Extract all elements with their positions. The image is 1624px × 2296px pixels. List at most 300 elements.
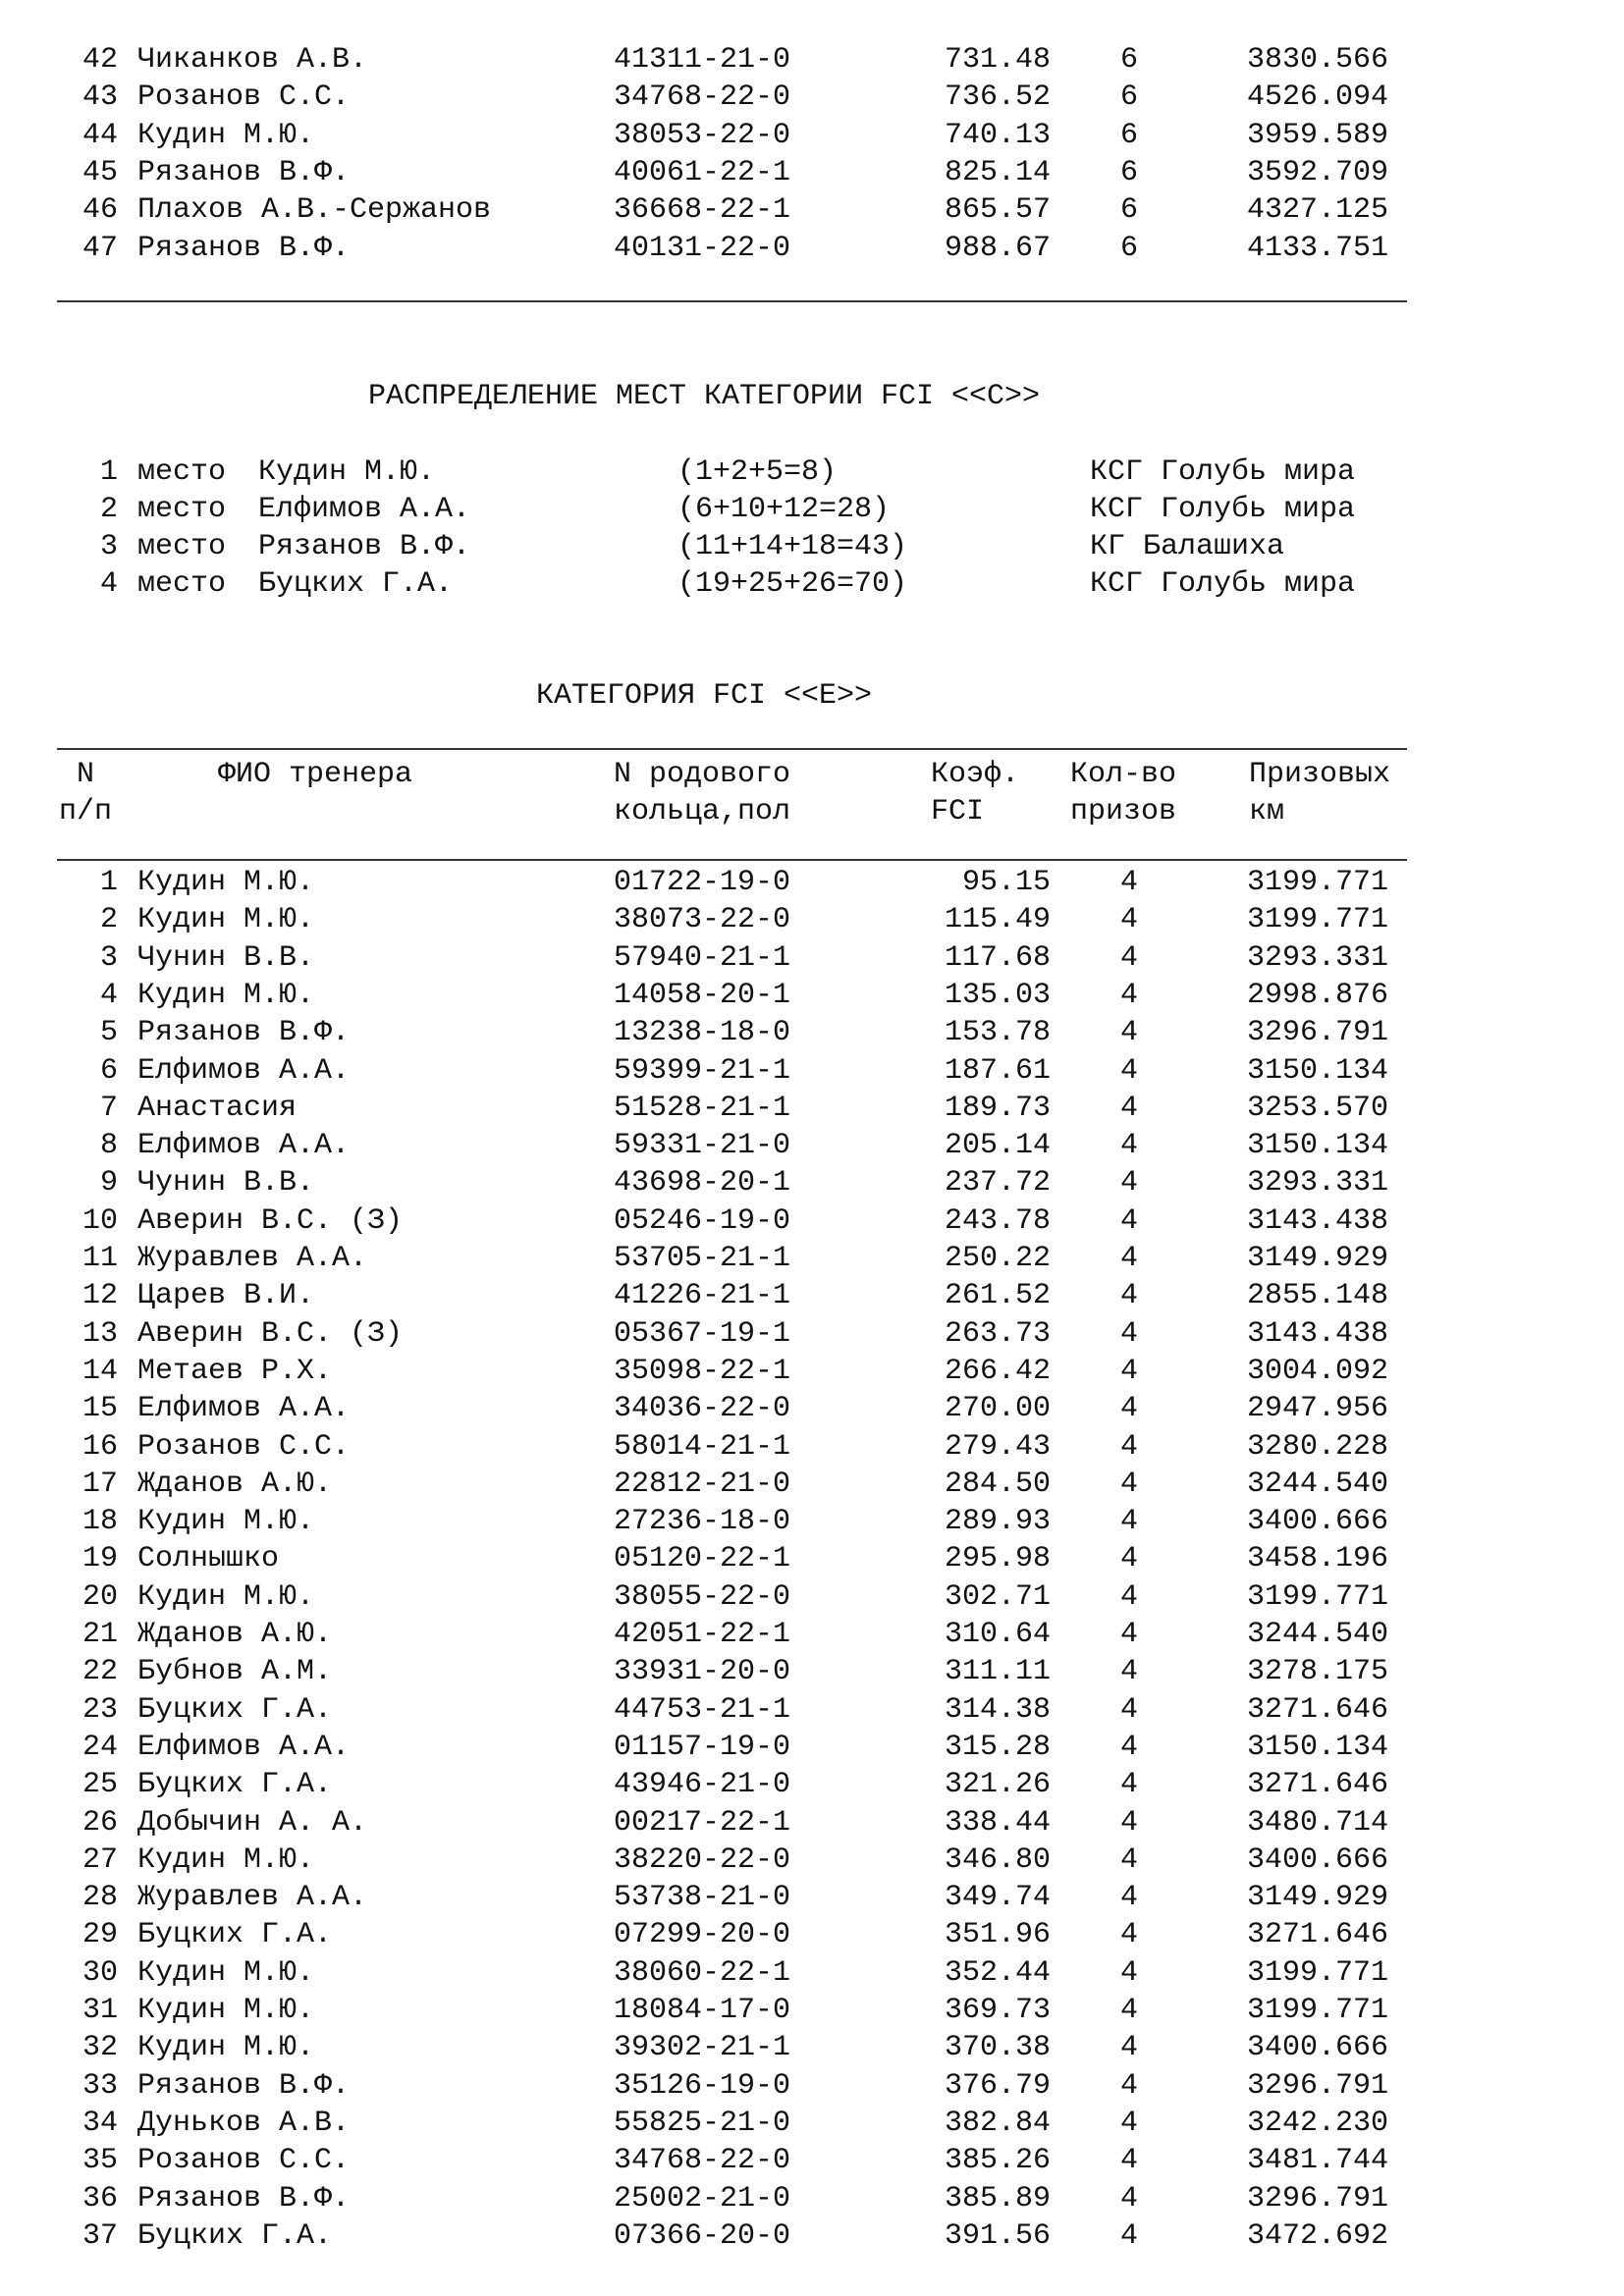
fci-coefficient: 250.22 xyxy=(944,1242,1051,1275)
trainer-name: Розанов С.С. xyxy=(137,80,351,115)
trainer-name: Аверин В.С. (З) xyxy=(137,1203,404,1238)
row-number: 13 xyxy=(81,1316,118,1351)
place-sum: (11+14+18=43) xyxy=(677,530,908,563)
row-number: 16 xyxy=(81,1429,118,1464)
row-number: 23 xyxy=(81,1692,118,1727)
trainer-name: Кудин М.Ю. xyxy=(137,866,315,899)
prize-count: 4 xyxy=(1119,1016,1138,1050)
prize-count: 6 xyxy=(1119,118,1138,152)
prize-km: 3296.791 xyxy=(1247,2068,1389,2103)
prize-km: 3400.666 xyxy=(1247,1505,1389,1539)
table-row xyxy=(0,2105,1408,2142)
prize-count: 4 xyxy=(1119,1279,1138,1313)
trainer-name: Чиканков А.В. xyxy=(137,43,368,77)
header-prizes-2: призов xyxy=(1070,795,1177,828)
table-row xyxy=(0,939,1408,977)
prize-count: 4 xyxy=(1119,1542,1138,1576)
prize-km: 3149.929 xyxy=(1247,1881,1389,1915)
fci-coefficient: 736.52 xyxy=(944,80,1051,115)
table-row xyxy=(0,79,1408,116)
ring-number: 58014-21-1 xyxy=(614,1429,791,1464)
trainer-name: Буцких Г.А. xyxy=(137,1692,333,1727)
ring-number: 51528-21-1 xyxy=(614,1091,791,1125)
prize-km: 3149.929 xyxy=(1247,1242,1389,1275)
trainer-name: Елфимов А.А. xyxy=(137,1129,351,1163)
row-number: 11 xyxy=(81,1242,118,1275)
table-row xyxy=(0,2180,1408,2217)
ring-number: 14058-20-1 xyxy=(614,978,791,1012)
prize-count: 4 xyxy=(1119,1053,1138,1088)
trainer-name: Метаев Р.Х. xyxy=(137,1354,333,1388)
ring-number: 55825-21-0 xyxy=(614,2106,791,2140)
row-number: 24 xyxy=(81,1730,118,1764)
prize-count: 4 xyxy=(1119,1918,1138,1952)
ring-number: 01157-19-0 xyxy=(614,1730,791,1764)
prize-count: 4 xyxy=(1119,1242,1138,1275)
row-number: 47 xyxy=(81,231,118,265)
prize-km: 3271.646 xyxy=(1247,1692,1389,1727)
trainer-name: Буцких Г.А. xyxy=(137,2218,333,2253)
row-number: 21 xyxy=(81,1618,118,1651)
table-row xyxy=(0,41,1408,79)
prize-count: 4 xyxy=(1119,1768,1138,1802)
trainer-name: Буцких Г.А. xyxy=(137,1918,333,1952)
prize-km: 2998.876 xyxy=(1247,978,1389,1012)
trainer-name: Журавлев А.А. xyxy=(137,1881,368,1915)
prize-count: 6 xyxy=(1119,43,1138,77)
row-number: 3 xyxy=(99,940,118,975)
trainer-name: Розанов С.С. xyxy=(137,1429,351,1464)
place-sum: (19+25+26=70) xyxy=(677,567,908,601)
prize-count: 4 xyxy=(1119,1392,1138,1426)
ring-number: 07366-20-0 xyxy=(614,2218,791,2253)
ring-number: 38060-22-1 xyxy=(614,1955,791,1990)
prize-count: 4 xyxy=(1119,2068,1138,2103)
header-prizes: Кол-во xyxy=(1070,758,1177,791)
fci-coefficient: 153.78 xyxy=(944,1016,1051,1050)
ring-number: 05367-19-1 xyxy=(614,1316,791,1351)
fci-coefficient: 351.96 xyxy=(944,1918,1051,1952)
ring-number: 13238-18-0 xyxy=(614,1016,791,1050)
ring-number: 34768-22-0 xyxy=(614,2144,791,2178)
trainer-name: Кудин М.Ю. xyxy=(258,455,436,489)
row-number: 26 xyxy=(81,1805,118,1840)
row-number: 6 xyxy=(99,1053,118,1088)
prize-count: 6 xyxy=(1119,155,1138,189)
trainer-name: Рязанов В.Ф. xyxy=(137,2181,351,2216)
row-number: 1 xyxy=(99,866,118,899)
prize-count: 4 xyxy=(1119,1166,1138,1201)
place-word: место xyxy=(137,567,227,601)
prize-km: 3253.570 xyxy=(1247,1091,1389,1125)
header-n-2: п/п xyxy=(59,795,113,828)
ring-number: 40061-22-1 xyxy=(614,155,791,189)
prize-count: 4 xyxy=(1119,1692,1138,1727)
row-number: 14 xyxy=(81,1354,118,1388)
ring-number: 38053-22-0 xyxy=(614,118,791,152)
prize-km: 3199.771 xyxy=(1247,866,1389,899)
row-number: 17 xyxy=(81,1467,118,1501)
fci-coefficient: 237.72 xyxy=(944,1166,1051,1201)
club-name: КГ Балашиха xyxy=(1090,530,1285,563)
ring-number: 25002-21-0 xyxy=(614,2181,791,2216)
header-trainer: ФИО тренера xyxy=(218,758,413,791)
row-number: 8 xyxy=(99,1129,118,1163)
trainer-name: Анастасия xyxy=(137,1091,298,1125)
ring-number: 57940-21-1 xyxy=(614,940,791,975)
row-number: 4 xyxy=(99,978,118,1012)
fci-coefficient: 95.15 xyxy=(961,866,1051,899)
fci-coefficient: 270.00 xyxy=(944,1392,1051,1426)
place-word: место xyxy=(137,530,227,563)
fci-coefficient: 295.98 xyxy=(944,1542,1051,1576)
trainer-name: Рязанов В.Ф. xyxy=(258,530,471,563)
prize-km: 2855.148 xyxy=(1247,1279,1389,1313)
place-sum: (6+10+12=28) xyxy=(677,493,891,526)
trainer-name: Елфимов А.А. xyxy=(258,493,471,526)
prize-count: 4 xyxy=(1119,2144,1138,2178)
table-row xyxy=(0,1164,1408,1201)
table-row xyxy=(0,2142,1408,2179)
row-number: 5 xyxy=(99,1016,118,1050)
row-number: 7 xyxy=(99,1091,118,1125)
prize-count: 4 xyxy=(1119,1730,1138,1764)
table-row xyxy=(0,1842,1408,1879)
fci-coefficient: 315.28 xyxy=(944,1730,1051,1764)
ring-number: 41226-21-1 xyxy=(614,1279,791,1313)
prize-count: 4 xyxy=(1119,2181,1138,2216)
table-row xyxy=(0,2029,1408,2066)
row-number: 30 xyxy=(81,1955,118,1990)
table-row xyxy=(0,1315,1408,1353)
prize-km: 3271.646 xyxy=(1247,1768,1389,1802)
fci-coefficient: 349.74 xyxy=(944,1881,1051,1915)
fci-coefficient: 284.50 xyxy=(944,1467,1051,1501)
trainer-name: Рязанов В.Ф. xyxy=(137,155,351,189)
prize-km: 3150.134 xyxy=(1247,1730,1389,1764)
prize-km: 3959.589 xyxy=(1247,118,1389,152)
trainer-name: Буцких Г.А. xyxy=(137,1768,333,1802)
row-number: 19 xyxy=(81,1542,118,1576)
fci-coefficient: 731.48 xyxy=(944,43,1051,77)
prize-count: 4 xyxy=(1119,1429,1138,1464)
table-row xyxy=(0,1090,1408,1127)
row-number: 33 xyxy=(81,2068,118,2103)
trainer-name: Кудин М.Ю. xyxy=(137,1955,315,1990)
table-row xyxy=(0,1804,1408,1842)
prize-km: 4526.094 xyxy=(1247,80,1389,115)
ring-number: 01722-19-0 xyxy=(614,866,791,899)
prize-km: 4133.751 xyxy=(1247,231,1389,265)
place-word: место xyxy=(137,493,227,526)
ring-number: 33931-20-0 xyxy=(614,1655,791,1689)
prize-km: 3199.771 xyxy=(1247,903,1389,937)
table-row xyxy=(0,1390,1408,1427)
header-coef-2: FCI xyxy=(931,795,985,828)
row-number: 27 xyxy=(81,1842,118,1877)
row-number: 9 xyxy=(99,1166,118,1201)
prize-km: 3293.331 xyxy=(1247,940,1389,975)
prize-km: 3458.196 xyxy=(1247,1542,1389,1576)
fci-coefficient: 135.03 xyxy=(944,978,1051,1012)
ring-number: 18084-17-0 xyxy=(614,1994,791,2027)
prize-count: 4 xyxy=(1119,1129,1138,1163)
place-number: 3 xyxy=(99,530,118,563)
header-ring: N родового xyxy=(614,758,791,791)
header-ring-2: кольца,пол xyxy=(614,795,791,828)
fci-coefficient: 289.93 xyxy=(944,1505,1051,1539)
prize-count: 4 xyxy=(1119,1618,1138,1651)
prize-km: 3244.540 xyxy=(1247,1618,1389,1651)
trainer-name: Бубнов А.М. xyxy=(137,1655,333,1689)
placement-row xyxy=(0,565,1408,603)
table-row xyxy=(0,1578,1408,1616)
ring-number: 35126-19-0 xyxy=(614,2068,791,2103)
ring-number: 59331-21-0 xyxy=(614,1129,791,1163)
trainer-name: Плахов А.В.-Сержанов xyxy=(137,193,492,228)
prize-count: 4 xyxy=(1119,1579,1138,1614)
trainer-name: Чунин В.В. xyxy=(137,940,315,975)
prize-count: 4 xyxy=(1119,2106,1138,2140)
ring-number: 22812-21-0 xyxy=(614,1467,791,1501)
ring-number: 43698-20-1 xyxy=(614,1166,791,1201)
trainer-name: Рязанов В.Ф. xyxy=(137,1016,351,1050)
fci-coefficient: 385.26 xyxy=(944,2144,1051,2178)
club-name: КСГ Голубь мира xyxy=(1090,455,1356,489)
fci-coefficient: 189.73 xyxy=(944,1091,1051,1125)
row-number: 46 xyxy=(81,193,118,228)
prize-km: 3400.666 xyxy=(1247,1842,1389,1877)
table-row xyxy=(0,1879,1408,1916)
ring-number: 34036-22-0 xyxy=(614,1392,791,1426)
table-row xyxy=(0,1616,1408,1653)
ring-number: 40131-22-0 xyxy=(614,231,791,265)
prize-km: 3271.646 xyxy=(1247,1918,1389,1952)
row-number: 42 xyxy=(81,43,118,77)
row-number: 2 xyxy=(99,903,118,937)
trainer-name: Журавлев А.А. xyxy=(137,1242,368,1275)
fci-coefficient: 117.68 xyxy=(944,940,1051,975)
ring-number: 53738-21-0 xyxy=(614,1881,791,1915)
club-name: КСГ Голубь мира xyxy=(1090,493,1356,526)
ring-number: 39302-21-1 xyxy=(614,2031,791,2065)
prize-km: 3199.771 xyxy=(1247,1955,1389,1990)
fci-coefficient: 369.73 xyxy=(944,1994,1051,2027)
table-row xyxy=(0,1240,1408,1277)
fci-coefficient: 352.44 xyxy=(944,1955,1051,1990)
prize-count: 4 xyxy=(1119,1203,1138,1238)
ring-number: 43946-21-0 xyxy=(614,1768,791,1802)
table-row xyxy=(0,1127,1408,1164)
prize-count: 4 xyxy=(1119,1955,1138,1990)
prize-count: 4 xyxy=(1119,978,1138,1012)
trainer-name: Дуньков А.В. xyxy=(137,2106,351,2140)
table-row xyxy=(0,1916,1408,1953)
prize-km: 3400.666 xyxy=(1247,2031,1389,2065)
prize-count: 4 xyxy=(1119,1805,1138,1840)
fci-coefficient: 825.14 xyxy=(944,155,1051,189)
ring-number: 53705-21-1 xyxy=(614,1242,791,1275)
prize-km: 3143.438 xyxy=(1247,1203,1389,1238)
prize-km: 3242.230 xyxy=(1247,2106,1389,2140)
row-number: 45 xyxy=(81,155,118,189)
fci-coefficient: 279.43 xyxy=(944,1429,1051,1464)
trainer-name: Рязанов В.Ф. xyxy=(137,2068,351,2103)
trainer-name: Добычин А. А. xyxy=(137,1805,368,1840)
place-word: место xyxy=(137,455,227,489)
trainer-name: Царев В.И. xyxy=(137,1279,315,1313)
place-sum: (1+2+5=8) xyxy=(677,455,838,489)
prize-km: 3296.791 xyxy=(1247,2181,1389,2216)
prize-km: 3150.134 xyxy=(1247,1053,1389,1088)
fci-coefficient: 988.67 xyxy=(944,231,1051,265)
trainer-name: Кудин М.Ю. xyxy=(137,118,315,152)
trainer-name: Кудин М.Ю. xyxy=(137,1505,315,1539)
prize-km: 3280.228 xyxy=(1247,1429,1389,1464)
prize-count: 6 xyxy=(1119,193,1138,228)
ring-number: 41311-21-0 xyxy=(614,43,791,77)
fci-coefficient: 115.49 xyxy=(944,903,1051,937)
prize-km: 3199.771 xyxy=(1247,1994,1389,2027)
trainer-name: Елфимов А.А. xyxy=(137,1053,351,1088)
table-row xyxy=(0,1954,1408,1992)
fci-coefficient: 243.78 xyxy=(944,1203,1051,1238)
table-row xyxy=(0,191,1408,229)
row-number: 20 xyxy=(81,1579,118,1614)
prize-count: 4 xyxy=(1119,2218,1138,2253)
prize-km: 3143.438 xyxy=(1247,1316,1389,1351)
trainer-name: Кудин М.Ю. xyxy=(137,903,315,937)
row-number: 37 xyxy=(81,2218,118,2253)
row-number: 36 xyxy=(81,2181,118,2216)
club-name: КСГ Голубь мира xyxy=(1090,567,1356,601)
trainer-name: Солнышко xyxy=(137,1542,280,1576)
placement-row xyxy=(0,528,1408,565)
ring-number: 05246-19-0 xyxy=(614,1203,791,1238)
prize-count: 4 xyxy=(1119,940,1138,975)
category-e-title: КАТЕГОРИЯ FCI <<E>> xyxy=(535,679,873,713)
row-number: 18 xyxy=(81,1505,118,1539)
table-row xyxy=(0,1766,1408,1803)
prize-km: 4327.125 xyxy=(1247,193,1389,228)
prize-km: 3278.175 xyxy=(1247,1655,1389,1689)
prize-count: 4 xyxy=(1119,1842,1138,1877)
place-number: 4 xyxy=(99,567,118,601)
fci-coefficient: 314.38 xyxy=(944,1692,1051,1727)
trainer-name: Кудин М.Ю. xyxy=(137,2031,315,2065)
fci-coefficient: 370.38 xyxy=(944,2031,1051,2065)
prize-km: 3293.331 xyxy=(1247,1166,1389,1201)
fci-coefficient: 263.73 xyxy=(944,1316,1051,1351)
fci-coefficient: 261.52 xyxy=(944,1279,1051,1313)
prize-count: 4 xyxy=(1119,1881,1138,1915)
trainer-name: Рязанов В.Ф. xyxy=(137,231,351,265)
prize-km: 3830.566 xyxy=(1247,43,1389,77)
table-row xyxy=(0,1353,1408,1390)
table-row xyxy=(0,154,1408,191)
row-number: 35 xyxy=(81,2144,118,2178)
prize-km: 3480.714 xyxy=(1247,1805,1389,1840)
fci-coefficient: 205.14 xyxy=(944,1129,1051,1163)
table-row xyxy=(0,1729,1408,1766)
row-number: 31 xyxy=(81,1994,118,2027)
prize-km: 3481.744 xyxy=(1247,2144,1389,2178)
ring-number: 34768-22-0 xyxy=(614,80,791,115)
ring-number: 44753-21-1 xyxy=(614,1692,791,1727)
prize-km: 3004.092 xyxy=(1247,1354,1389,1388)
placement-row xyxy=(0,454,1408,491)
prize-km: 2947.956 xyxy=(1247,1392,1389,1426)
ring-number: 59399-21-1 xyxy=(614,1053,791,1088)
fci-coefficient: 385.89 xyxy=(944,2181,1051,2216)
ring-number: 38055-22-0 xyxy=(614,1579,791,1614)
ring-number: 42051-22-1 xyxy=(614,1618,791,1651)
fci-coefficient: 310.64 xyxy=(944,1618,1051,1651)
ring-number: 38073-22-0 xyxy=(614,903,791,937)
header-top-rule xyxy=(57,748,1407,750)
trainer-name: Розанов С.С. xyxy=(137,2144,351,2178)
table-row xyxy=(0,864,1408,901)
prize-count: 4 xyxy=(1119,1316,1138,1351)
prize-km: 3296.791 xyxy=(1247,1016,1389,1050)
table-row xyxy=(0,230,1408,267)
table-row xyxy=(0,117,1408,154)
header-bottom-rule xyxy=(57,859,1407,861)
trainer-name: Чунин В.В. xyxy=(137,1166,315,1201)
fci-coefficient: 302.71 xyxy=(944,1579,1051,1614)
fci-coefficient: 382.84 xyxy=(944,2106,1051,2140)
trainer-name: Жданов А.Ю. xyxy=(137,1618,333,1651)
trainer-name: Жданов А.Ю. xyxy=(137,1467,333,1501)
header-km: Призовых xyxy=(1249,758,1391,791)
table-row xyxy=(0,1202,1408,1240)
ring-number: 35098-22-1 xyxy=(614,1354,791,1388)
prize-km: 3472.692 xyxy=(1247,2218,1389,2253)
fci-coefficient: 338.44 xyxy=(944,1805,1051,1840)
ring-number: 38220-22-0 xyxy=(614,1842,791,1877)
trainer-name: Кудин М.Ю. xyxy=(137,978,315,1012)
ring-number: 05120-22-1 xyxy=(614,1542,791,1576)
table-row xyxy=(0,977,1408,1014)
prize-count: 4 xyxy=(1119,2031,1138,2065)
ring-number: 00217-22-1 xyxy=(614,1805,791,1840)
row-number: 44 xyxy=(81,118,118,152)
table-row xyxy=(0,2217,1408,2255)
prize-km: 3199.771 xyxy=(1247,1579,1389,1614)
table-row xyxy=(0,1992,1408,2029)
fci-coefficient: 311.11 xyxy=(944,1655,1051,1689)
table-row xyxy=(0,1466,1408,1503)
header-n: N xyxy=(77,758,95,791)
prize-km: 3244.540 xyxy=(1247,1467,1389,1501)
ring-number: 07299-20-0 xyxy=(614,1918,791,1952)
prize-count: 6 xyxy=(1119,231,1138,265)
table-row xyxy=(0,1428,1408,1466)
place-number: 1 xyxy=(99,455,118,489)
table-row xyxy=(0,1691,1408,1729)
header-km-2: км xyxy=(1249,795,1285,828)
place-number: 2 xyxy=(99,493,118,526)
trainer-name: Буцких Г.А. xyxy=(258,567,454,601)
prize-count: 4 xyxy=(1119,1505,1138,1539)
fci-coefficient: 376.79 xyxy=(944,2068,1051,2103)
table-row xyxy=(0,901,1408,938)
fci-coefficient: 865.57 xyxy=(944,193,1051,228)
trainer-name: Кудин М.Ю. xyxy=(137,1994,315,2027)
ring-number: 36668-22-1 xyxy=(614,193,791,228)
prize-count: 6 xyxy=(1119,80,1138,115)
prize-count: 4 xyxy=(1119,1655,1138,1689)
